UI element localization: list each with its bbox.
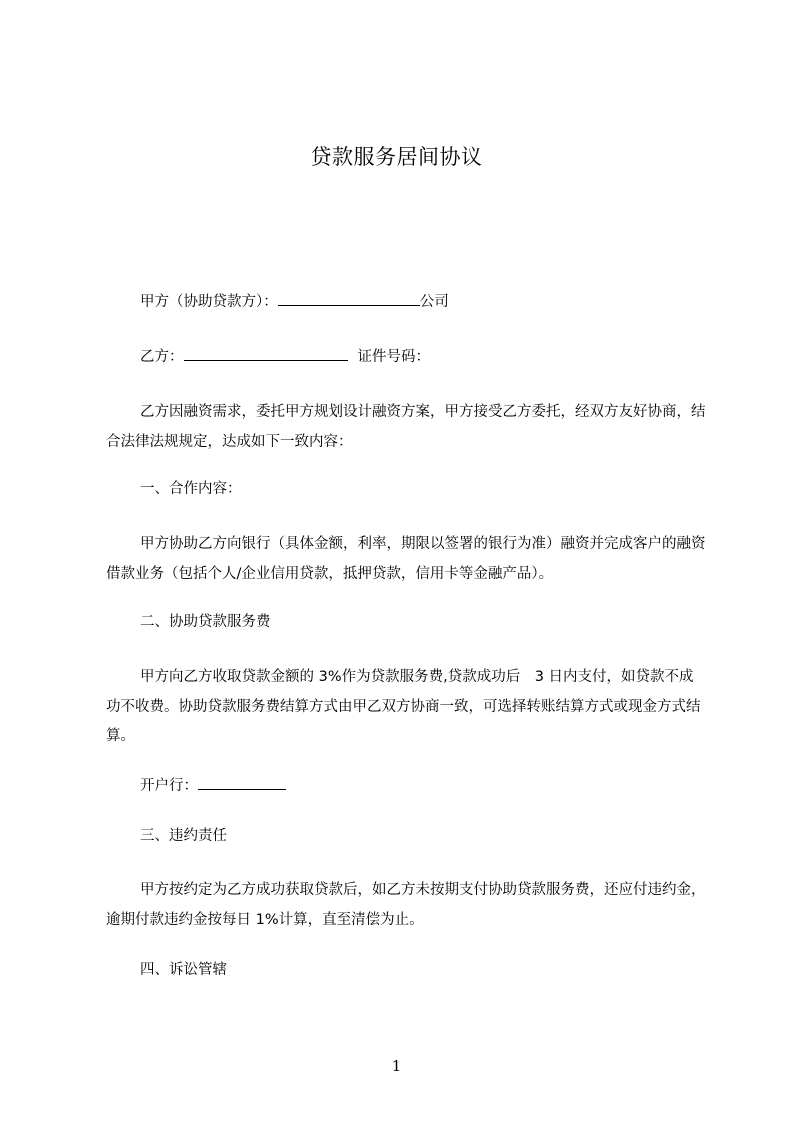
section-heading: 四、诉讼管辖 bbox=[140, 962, 227, 978]
party-a-line bbox=[140, 290, 449, 312]
section-heading: 二、协助贷款服务费 bbox=[140, 614, 271, 630]
document-title: 贷款服务居间协议 bbox=[310, 145, 483, 169]
section-body: 甲方向乙方收取贷款金额的 3%作为贷款服务费,贷款成功后 3 日内支付，如贷款不成功不收费。协助贷款服务费结算方式由甲乙双方协商一致，可选择转账结算方式或现金方式结算。 bbox=[106, 669, 701, 744]
party-b-line bbox=[140, 345, 430, 367]
intro-paragraph: 乙方因融资需求，委托甲方规划设计融资方案，甲方接受乙方委托，经双方友好协商，结合法律法规规定，达成如下一致内容： bbox=[106, 404, 706, 450]
bank-blank bbox=[198, 774, 286, 790]
party-b-name-blank bbox=[184, 345, 348, 361]
section-heading: 一、合作内容： bbox=[140, 481, 242, 497]
party-a-name-blank bbox=[278, 290, 420, 306]
bank-label: 开户行： bbox=[140, 778, 198, 794]
section-body: 甲方按约定为乙方成功获取贷款后，如乙方未按期支付协助贷款服务费，还应付违约金，逾期付款违约金按每日 1%计算，直至清偿为止。 bbox=[106, 882, 706, 928]
party-a-label: 甲方（协助贷款方）： bbox=[140, 294, 278, 310]
party-b-label: 乙方： bbox=[140, 349, 184, 365]
party-a-suffix: 公司 bbox=[419, 294, 449, 310]
party-b-id-label: 证件号码： bbox=[357, 349, 430, 365]
section-body: 甲方协助乙方向银行（具体金额，利率，期限以签署的银行为准）融资并完成客户的融资借款业务（包括个人/企业信用贷款，抵押贷款，信用卡等金融产品）。 bbox=[106, 536, 706, 582]
bank-line bbox=[140, 774, 286, 796]
page-number: 1 bbox=[391, 1057, 402, 1075]
section-heading: 三、违约责任 bbox=[140, 828, 227, 844]
